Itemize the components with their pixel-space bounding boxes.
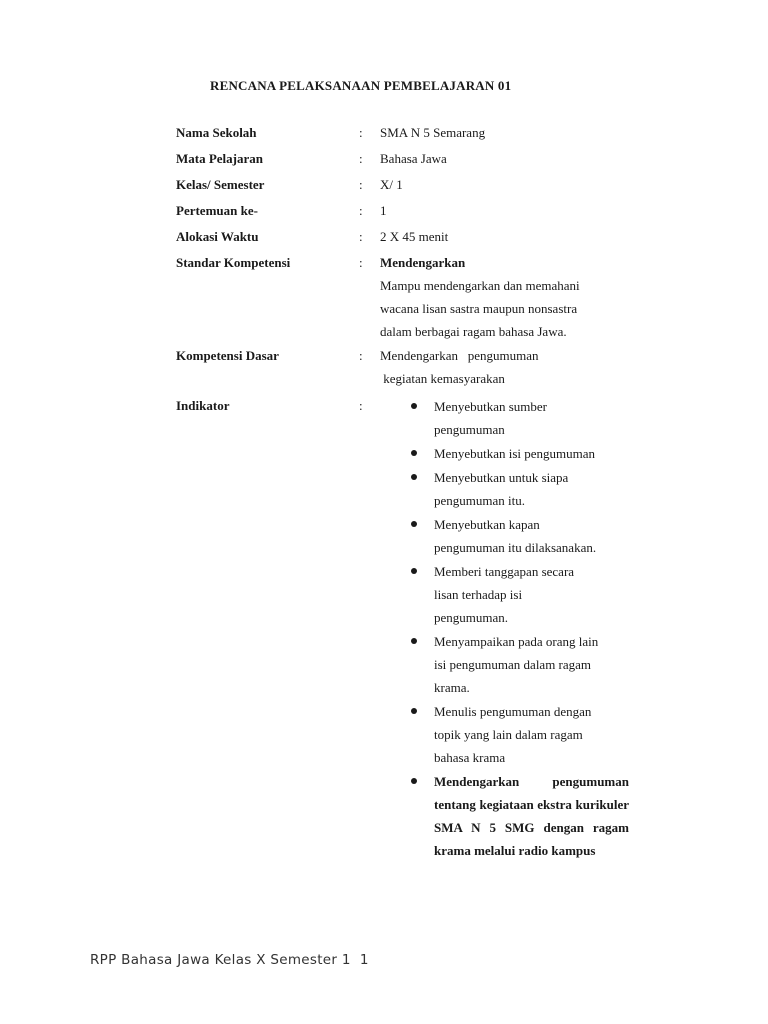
field-separator: :	[359, 398, 363, 413]
field-value	[380, 344, 640, 390]
indicator-line: Menyebutkan sumber	[434, 399, 548, 414]
field-label: Kelas/ Semester	[176, 177, 265, 192]
field-separator: :	[359, 177, 363, 192]
indicator-line: pengumuman.	[434, 610, 509, 625]
indicator-line: Menyampaikan pada orang lain	[434, 634, 599, 649]
indicator-line: topik yang lain dalam ragam	[434, 727, 583, 742]
indicator-line: Mendengarkan pengumuman tentang kegiataan ekstra kurikuler SMA N 5 SMG dengan ragam krama melalui radio kampus	[434, 774, 629, 858]
field-value: 1	[380, 203, 387, 218]
bullet-icon	[411, 708, 417, 714]
field-value	[380, 251, 640, 343]
field-value: Bahasa Jawa	[380, 151, 447, 166]
kompetensi-dasar-line: kegiatan kemasyarakan	[380, 371, 505, 386]
indicator-item	[409, 770, 629, 862]
field-value: SMA N 5 Semarang	[380, 125, 486, 140]
field-separator: :	[359, 151, 363, 166]
indicator-line: lisan terhadap isi	[434, 587, 523, 602]
field-separator: :	[359, 125, 363, 140]
bullet-icon	[411, 568, 417, 574]
field-label: Alokasi Waktu	[176, 229, 259, 244]
indicator-item	[409, 442, 629, 465]
document-title: RENCANA PELAKSANAAN PEMBELAJARAN 01	[210, 78, 512, 93]
indicator-line: Memberi tanggapan secara	[434, 564, 575, 579]
field-separator: :	[359, 255, 363, 270]
indicator-line: Menyebutkan untuk siapa	[434, 470, 569, 485]
indicator-line: Menulis pengumuman dengan	[434, 704, 592, 719]
field-separator: :	[359, 229, 363, 244]
standar-kompetensi-line: Mampu mendengarkan dan memahani	[380, 278, 580, 293]
field-separator: :	[359, 203, 363, 218]
indicator-item	[409, 700, 629, 769]
bullet-icon	[411, 521, 417, 527]
field-value: X/ 1	[380, 177, 403, 192]
indicator-list	[409, 395, 629, 863]
bullet-icon	[411, 778, 417, 784]
standar-kompetensi-line: wacana lisan sastra maupun nonsastra	[380, 301, 578, 316]
page-footer: RPP Bahasa Jawa Kelas X Semester 1 1	[90, 952, 369, 968]
indicator-item	[409, 466, 629, 512]
field-label: Indikator	[176, 398, 230, 413]
indicator-item	[409, 395, 629, 441]
field-label: Standar Kompetensi	[176, 255, 291, 270]
indicator-line: pengumuman itu dilaksanakan.	[434, 540, 597, 555]
indicator-line: Menyebutkan kapan	[434, 517, 540, 532]
kompetensi-dasar-line: Mendengarkan pengumuman	[380, 348, 539, 363]
indicator-line: pengumuman	[434, 422, 505, 437]
indicator-line: krama.	[434, 680, 470, 695]
indicator-line: Menyebutkan isi pengumuman	[434, 446, 596, 461]
standar-kompetensi-line: dalam berbagai ragam bahasa Jawa.	[380, 324, 567, 339]
indicator-item	[409, 630, 629, 699]
indicator-line: bahasa krama	[434, 750, 506, 765]
indicator-line: pengumuman itu.	[434, 493, 525, 508]
field-label: Kompetensi Dasar	[176, 348, 279, 363]
bullet-icon	[411, 450, 417, 456]
indicator-line: isi pengumuman dalam ragam	[434, 657, 592, 672]
field-separator: :	[359, 348, 363, 363]
field-label: Mata Pelajaran	[176, 151, 264, 166]
field-label: Nama Sekolah	[176, 125, 257, 140]
indicator-item	[409, 560, 629, 629]
field-label: Pertemuan ke-	[176, 203, 258, 218]
bullet-icon	[411, 474, 417, 480]
field-value: 2 X 45 menit	[380, 229, 449, 244]
bullet-icon	[411, 403, 417, 409]
indicator-item	[409, 513, 629, 559]
bullet-icon	[411, 638, 417, 644]
standar-kompetensi-heading: Mendengarkan	[380, 255, 466, 270]
